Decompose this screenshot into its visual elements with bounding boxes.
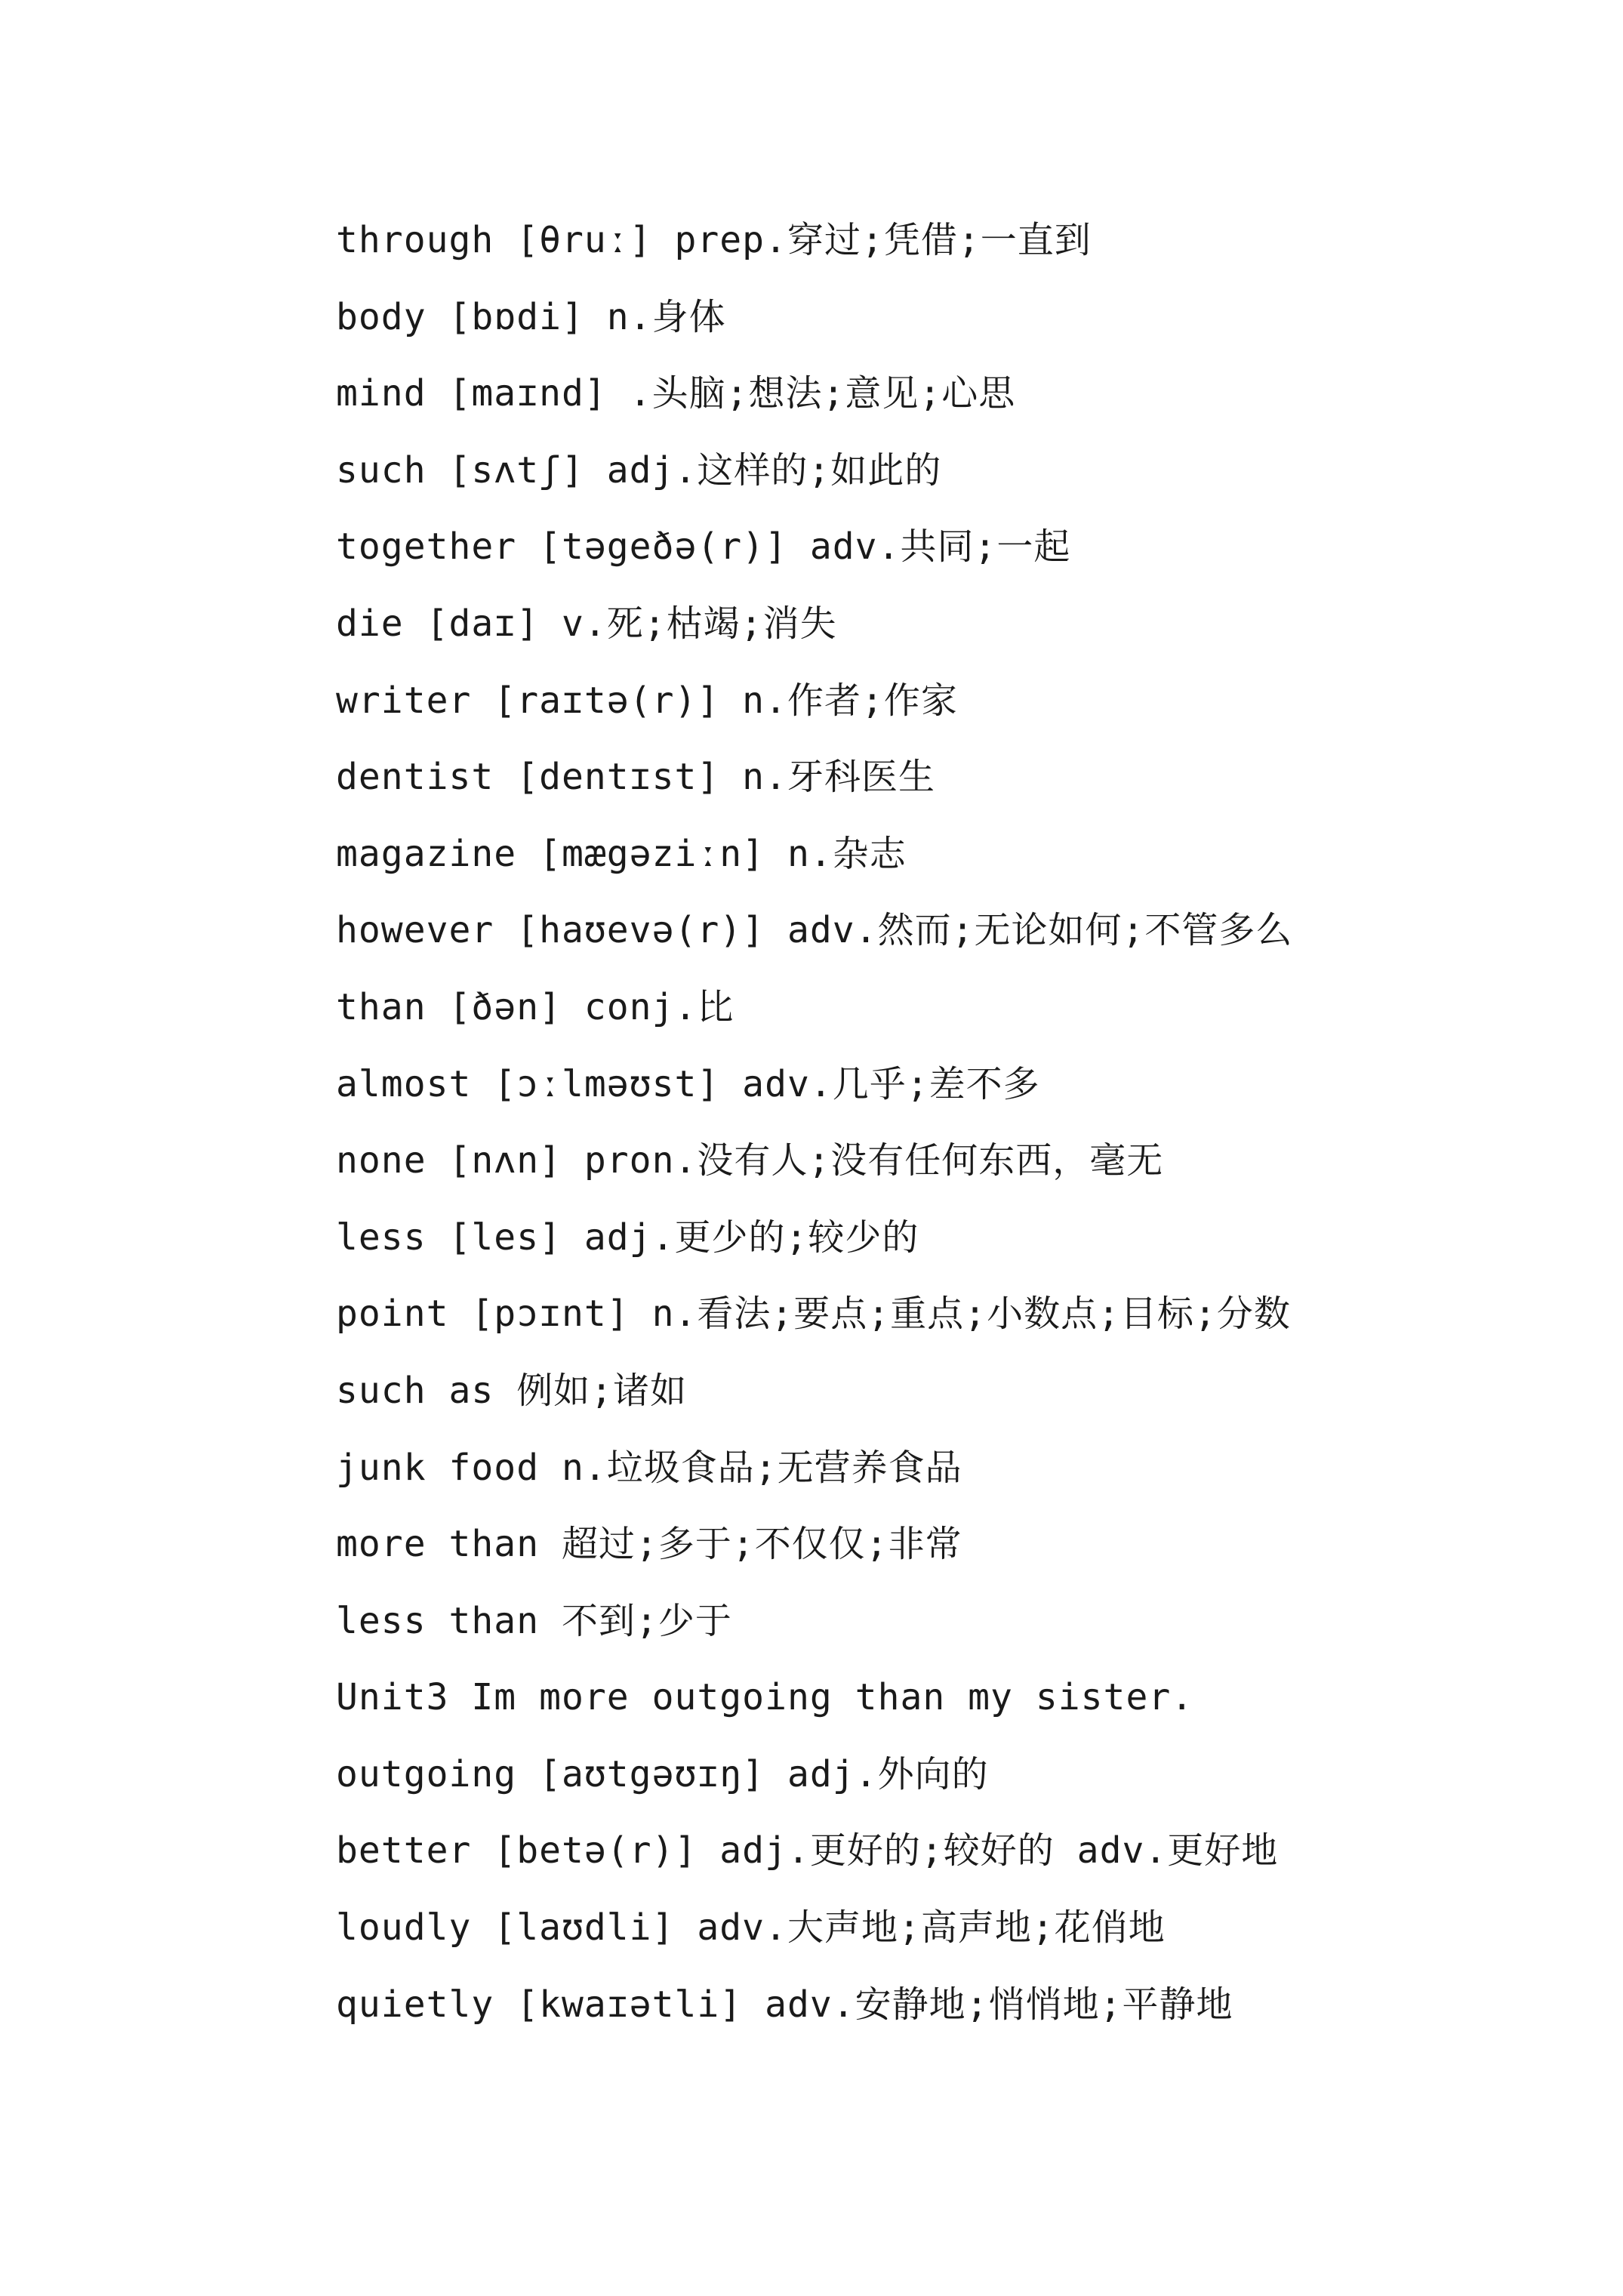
vocab-line: none [nʌn] pron.没有人;没有任何东西，毫无 bbox=[336, 1139, 1164, 1182]
vocab-line: body [bɒdi] n.身体 bbox=[336, 295, 726, 338]
vocab-line: mind [maɪnd] .头脑;想法;意见;心思 bbox=[336, 372, 1016, 415]
vocab-line: less [les] adj.更少的;较少的 bbox=[336, 1216, 919, 1259]
vocab-line: almost [ɔːlməʊst] adv.几乎;差不多 bbox=[336, 1062, 1040, 1105]
vocab-line: such as 例如;诸如 bbox=[336, 1369, 688, 1412]
vocab-line: writer [raɪtə(r)] n.作者;作家 bbox=[336, 679, 958, 722]
vocab-line: loudly [laʊdli] adv.大声地;高声地;花俏地 bbox=[336, 1906, 1166, 1949]
vocab-line: such [sʌtʃ] adj.这样的;如此的 bbox=[336, 448, 942, 492]
vocab-line: together [təgeðə(r)] adv.共同;一起 bbox=[336, 525, 1071, 569]
vocab-line: quietly [kwaɪətli] adv.安静地;悄悄地;平静地 bbox=[336, 1983, 1233, 2026]
vocab-line: more than 超过;多于;不仅仅;非常 bbox=[336, 1523, 962, 1566]
vocab-line: however [haʊevə(r)] adv.然而;无论如何;不管多么 bbox=[336, 909, 1293, 952]
vocab-line: outgoing [aʊtgəʊɪŋ] adj.外向的 bbox=[336, 1752, 989, 1795]
vocab-line: junk food n.垃圾食品;无营养食品 bbox=[336, 1446, 962, 1489]
vocab-line: than [ðən] conj.比 bbox=[336, 985, 735, 1028]
vocab-line: die [daɪ] v.死;枯竭;消失 bbox=[336, 602, 837, 645]
vocab-line: less than 不到;少于 bbox=[336, 1599, 732, 1642]
vocabulary-list bbox=[336, 202, 1292, 2043]
vocab-line: dentist [dentɪst] n.牙科医生 bbox=[336, 756, 935, 799]
vocab-line: better [betə(r)] adj.更好的;较好的 adv.更好地 bbox=[336, 1829, 1279, 1872]
vocab-line: magazine [mægəziːn] n.杂志 bbox=[336, 832, 907, 875]
vocab-line: point [pɔɪnt] n.看法;要点;重点;小数点;目标;分数 bbox=[336, 1293, 1291, 1336]
unit-heading: Unit3 Im more outgoing than my sister. bbox=[336, 1676, 1194, 1719]
vocab-line: through [θruː] prep.穿过;凭借;一直到 bbox=[336, 219, 1092, 261]
